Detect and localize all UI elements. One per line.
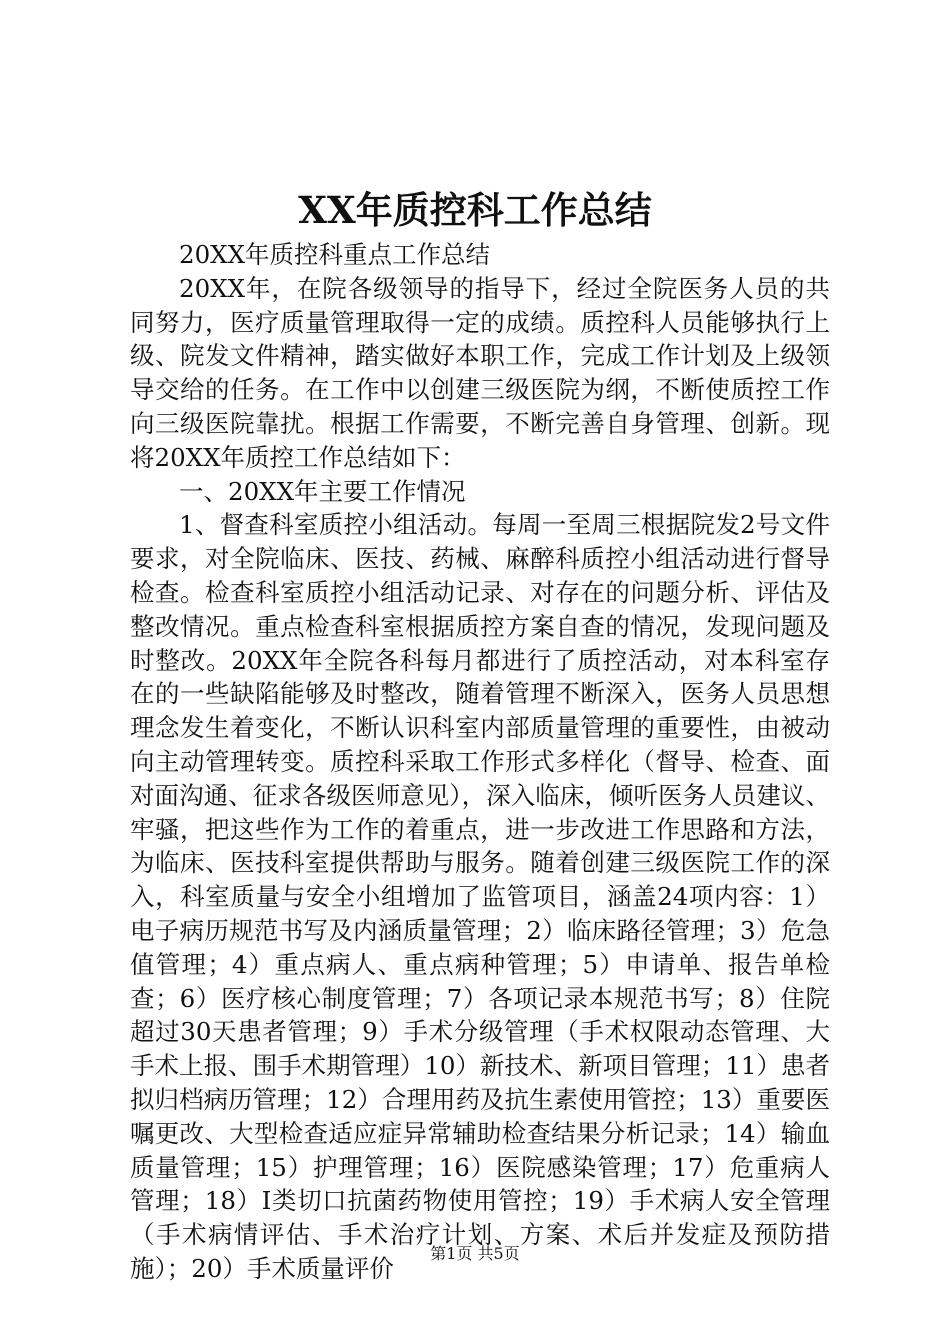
section-heading: 一、20XX年主要工作情况 [179, 476, 466, 506]
intro-paragraph: 20XX年，在院各级领导的指导下，经过全院医务人员的共同努力，医疗质量管理取得一定的成绩。质控科人员能够执行上级、院发文件精神，踏实做好本职工作，完成工作计划及上级领导交给的任务。在工作中以创建三级医院为纲，不断使质控工作向三级医院靠扰。根据工作需要，不断完善自身管理、创新。现将20XX年质控工作总结如下： [130, 273, 830, 472]
document-body [130, 238, 830, 1286]
page-number-footer: 第1页 共5页 [430, 1244, 520, 1263]
document-title: XX年质控科工作总结 [298, 188, 652, 232]
work-item-paragraph: 1、督查科室质控小组活动。每周一至周三根据院发2号文件要求，对全院临床、医技、药械、麻醉科质控小组活动进行督导检查。检查科室质控小组活动记录、对存在的问题分析、评估及整改情况。重点检查科室根据质控方案自查的情况，发现问题及时整改。20XX年全院各科每月都进行了质控活动，对本科室存在的一些缺陷能够及时整改，随着管理不断深入，医务人员思想理念发生着变化，不断认识科室内部质量管理的重要性，由被动向主动管理转变。质控科采取工作形式多样化（督导、检查、面对面沟通、征求各级医师意见），深入临床，倾听医务人员建议、牢骚，把这些作为工作的着重点，进一步改进工作思路和方法，为临床、医技科室提供帮助与服务。随着创建三级医院工作的深入，科室质量与安全小组增加了监管项目，涵盖24项内容：1）电子病历规范书写及内涵质量管理；2）临床路径管理；3）危急值管理；4）重点病人、重点病种管理；5）申请单、报告单检查；6）医疗核心制度管理；7）各项记录本规范书写；8）住院超过30天患者管理；9）手术分级管理（手术权限动态管理、大手术上报、围手术期管理）10）新技术、新项目管理；11）患者拟归档病历管理；12）合理用药及抗生素使用管控；13）重要医嘱更改、大型检查适应症异常辅助检查结果分析记录；14）输血质量管理；15）护理管理；16）医院感染管理；17）危重病人管理；18）Ⅰ类切口抗菌药物使用管控；19）手术病人安全管理（手术病情评估、手术治疗计划、方案、术后并发症及预防措施）；20）手术质量评价 [130, 510, 830, 1283]
section-subtitle: 20XX年质控科重点工作总结 [179, 240, 491, 269]
